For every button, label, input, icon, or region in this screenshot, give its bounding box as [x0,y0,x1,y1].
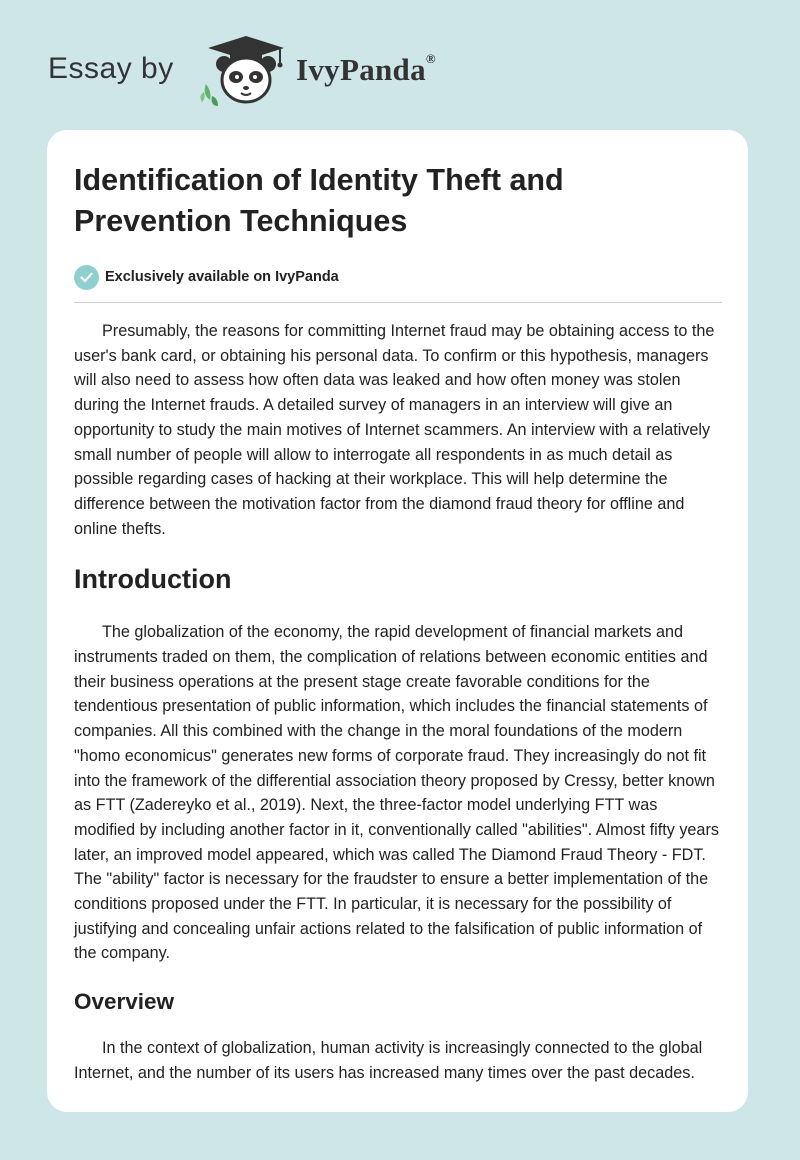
exclusive-badge [74,263,722,291]
page-title: Identification of Identity Theft and Prevention Techniques [74,163,564,238]
intro-paragraph: Presumably, the reasons for committing Internet fraud may be obtaining access to the user's bank card, or obtaining his personal data. To confirm or this hypothesis, managers will also need to assess how often data was leaked and how often money was stolen during the Internet frauds. A detailed survey of managers in an interview will give an opportunity to study the main motives of Internet scammers. An interview with a relatively small number of people will allow to interrogate all respondents in as much detail as possible regarding cases of hacking at their workplace. This will help determine the difference between the motivation factor from the diamond fraud theory for offline and online thefts. [74,322,715,538]
ivypanda-logo-icon[interactable] [200,34,292,108]
divider [74,302,722,303]
section-heading-overview: Overview [74,989,175,1015]
site-header [0,0,800,130]
essay-content [74,160,722,1086]
section-heading-introduction: Introduction [74,564,232,595]
section-paragraph-overview: In the context of globalization, human activity is increasingly connected to the global Internet, and the number of its users has increased many times over the past decades. [74,1039,703,1082]
section-paragraph-introduction: The globalization of the economy, the rapid development of financial markets and instruments traded on them, the complication of relations between economic entities and their business operations at the present stage create favorable conditions for the tendentious presentation of public information, which includes the financial statements of companies. All this combined with the change in the moral foundations of the modern "homo economicus" generates new forms of corporate fraud. They increasingly do not fit into the framework of the differential association theory proposed by Cressy, better known as FTT (Zadereyko et al., 2019). Next, the three-factor model underlying FTT was modified by including another factor in it, conventionally called "abilities". Almost fifty years later, an improved model appeared, which was called The Diamond Fraud Theory - FDT. The "ability" factor is necessary for the fraudster to ensure a better implementation of the conditions proposed under the FTT. In particular, it is necessary for the possibility of justifying and concealing unfair actions related to the falsification of public information of the company. [74,623,719,963]
check-icon [74,265,99,290]
brand-name[interactable]: IvyPanda® [296,50,436,87]
essay-card [47,130,748,1112]
exclusive-label: Exclusively available on IvyPanda [105,269,339,285]
essay-by-label: Essay by [48,52,174,85]
